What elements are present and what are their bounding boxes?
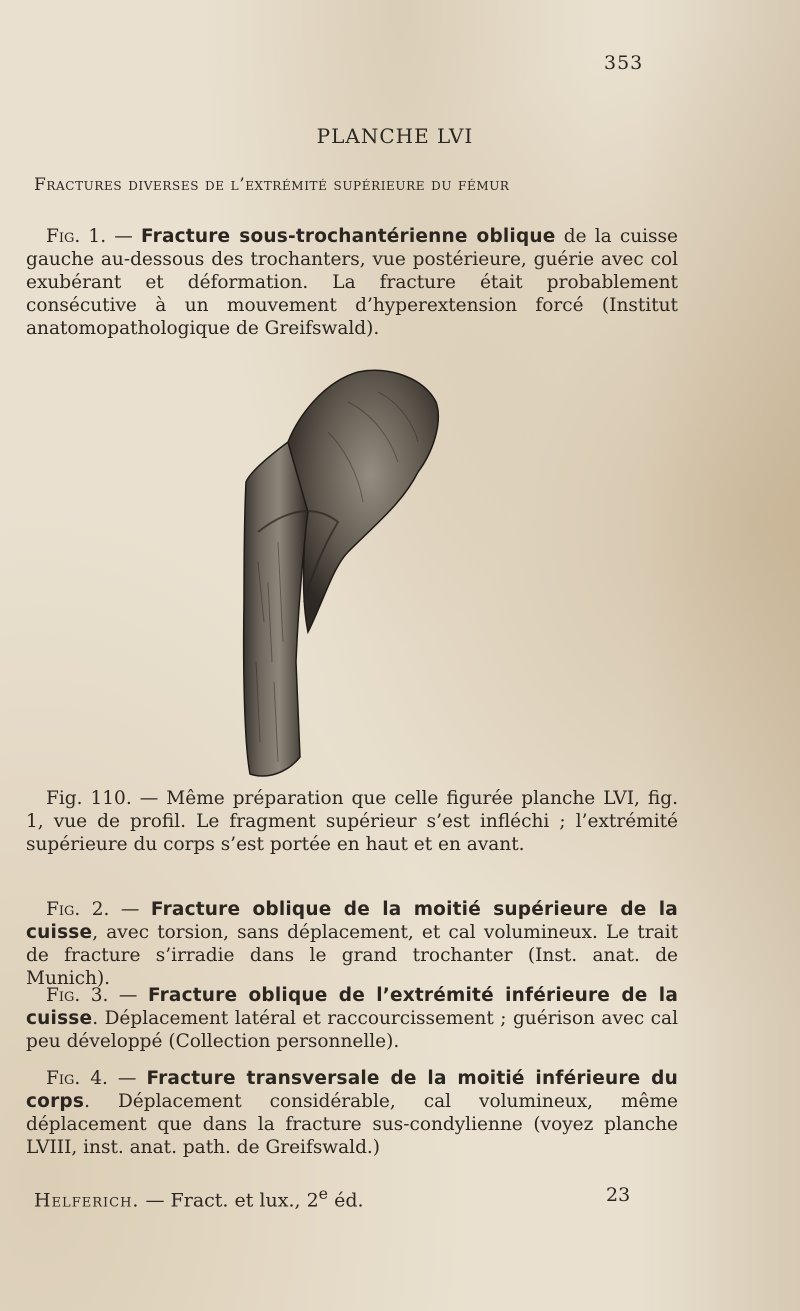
fig2-title: Fracture oblique de la moitié supérieure de la cuisse — [26, 899, 678, 943]
page-footer — [34, 1184, 634, 1211]
fig4-title: Fracture transversale de la moitié inférieure du corps — [26, 1068, 678, 1112]
footer-edition-rest: éd. — [328, 1189, 364, 1212]
fig4-caption — [26, 1067, 678, 1159]
fig1-caption — [26, 225, 678, 340]
fig1-dash: — — [106, 226, 141, 247]
fig4-dash: — — [107, 1068, 147, 1089]
page-number: 353 — [604, 52, 644, 74]
femur-illustration — [228, 362, 448, 782]
footer-dash: — — [139, 1189, 171, 1212]
footer-title: Fract. et lux., — [170, 1189, 307, 1212]
fig4-label: Fig. 4. — [46, 1068, 108, 1089]
footer-author: Helferich. — [34, 1189, 140, 1212]
fig2-label: Fig. 2. — [46, 899, 110, 920]
fig2-text: , avec torsion, sans déplacement, et cal volumineux. Le trait de fracture s’irradie dans le grand trochanter (Inst. anat. de Munich). — [26, 922, 678, 989]
plate-title-text: PLANCHE LVI — [316, 124, 474, 148]
plate-subtitle: Fractures diverses de l’extrémité supérieure du fémur — [34, 175, 510, 195]
fig1-text: de la cuisse gauche au-dessous des trochanters, vue postérieure, guérie avec col exubérant et déformation. La fracture était probablement consécutive à un mouvement d’hyperextension forcé (Institut anatomopathologique de Greifswald). — [26, 226, 678, 339]
fig1-title: Fracture sous-trochantérienne oblique — [140, 226, 556, 247]
fig1-label: Fig. 1. — [46, 226, 107, 247]
fig110-caption — [26, 787, 678, 856]
fig110-dash: — — [131, 788, 167, 809]
fig110-text: Même préparation que celle figurée planche LVI, fig. 1, vue de profil. Le fragment supérieur s’est infléchi ; l’extrémité supérieure du corps s’est portée en haut et en avant. — [26, 788, 678, 855]
fig4-text: . Déplacement considérable, cal volumineux, même déplacement que dans la fracture sus-condylienne (voyez planche LVIII, inst. anat. path. de Greifswald.) — [26, 1091, 678, 1158]
fig110-label: Fig. 110. — [46, 788, 132, 809]
footer-edition-num: 2 — [306, 1189, 319, 1212]
footer-edition-sup: e — [318, 1184, 329, 1203]
fig3-text: . Déplacement latéral et raccourcissement ; guérison avec cal peu développé (Collection personnelle). — [26, 1008, 678, 1052]
fig2-caption — [26, 898, 678, 990]
fig3-caption — [26, 984, 678, 1053]
signature-mark: 23 — [606, 1184, 631, 1206]
fig2-dash: — — [109, 899, 151, 920]
fig3-title: Fracture oblique de l’extrémité inférieure de la cuisse — [26, 985, 678, 1029]
fig3-label: Fig. 3. — [46, 985, 109, 1006]
fig3-dash: — — [108, 985, 148, 1006]
plate-title — [0, 124, 800, 148]
